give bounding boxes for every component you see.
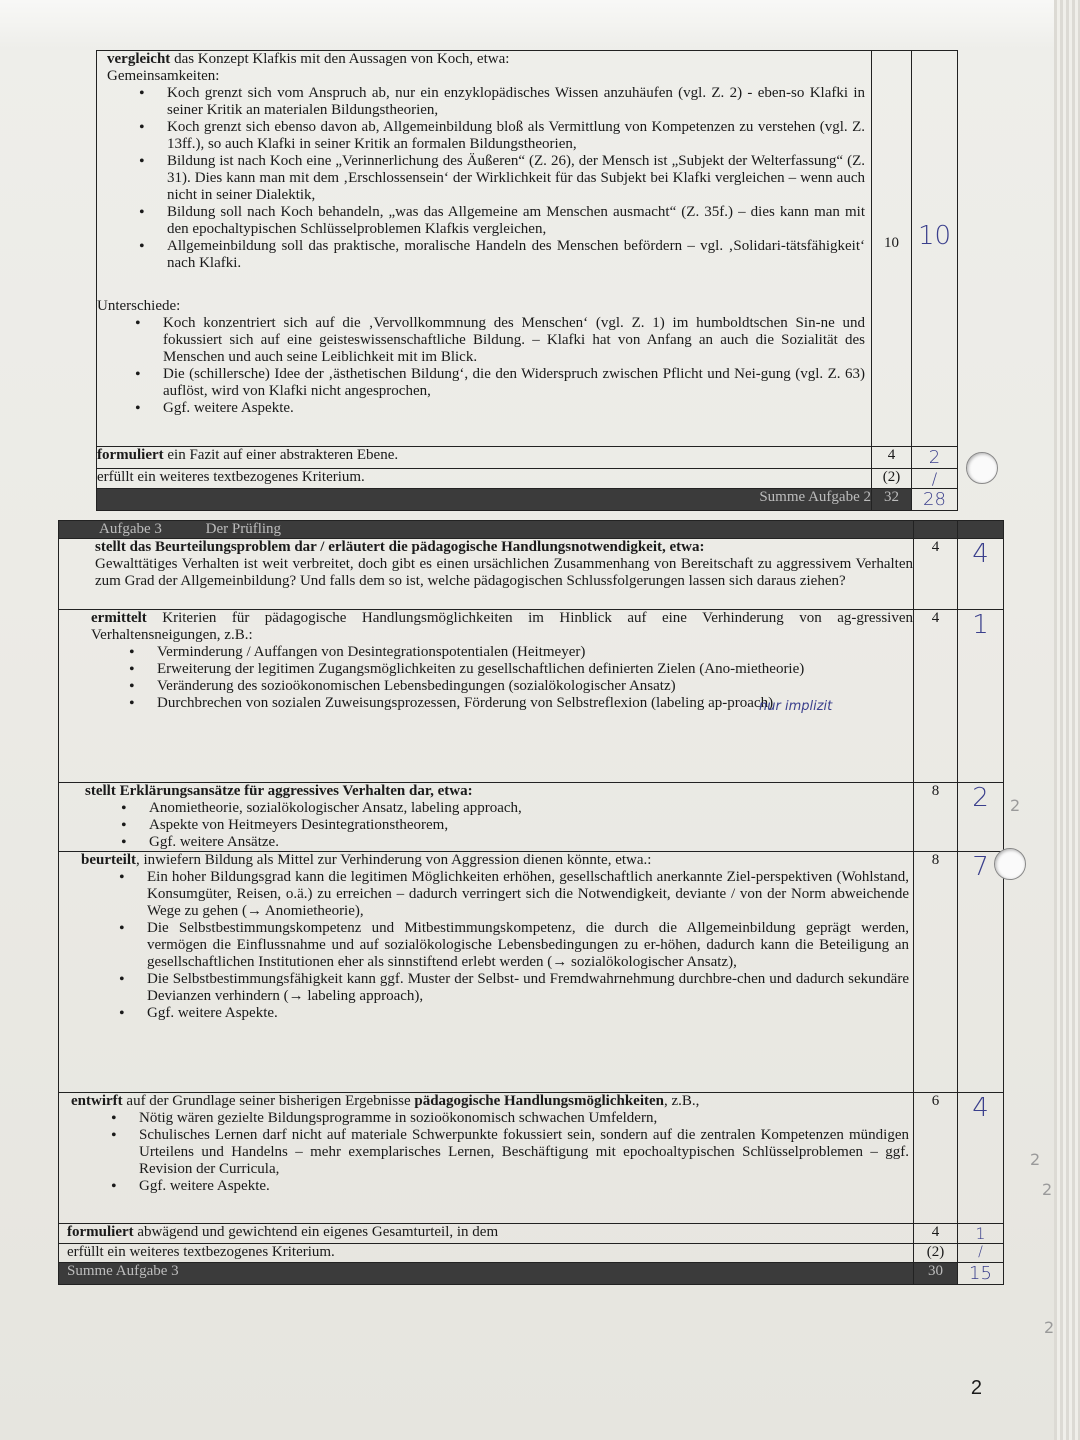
aufgabe2-vergleich-row — [97, 51, 982, 447]
summe2-scored-points: 28 — [912, 489, 958, 511]
list-item: • Ggf. weitere Ansätze. — [149, 834, 913, 851]
vergleich-rest: das Konzept Klafkis mit den Aussagen von Koch, etwa: — [170, 51, 510, 67]
page-number: 2 — [970, 1377, 982, 1399]
vergleich-verb: vergleicht — [107, 51, 171, 67]
list-item: • Koch konzentriert sich auf die ‚Vervollkommnung des Menschen‘ (vgl. Z. 1) im humboldtschen Sin-ne und fokussiert sich auf eine geisteswissenschaftliche Bildung. – Klafki hat von Anfang an auch die Sozialität des Menschen und auch seine Leiblichkeit mit im Blick. — [163, 315, 865, 366]
gesamturteil-max-points: 4 — [914, 1224, 958, 1244]
list-item: • Erweiterung der legitimen Zugangsmöglichkeiten zu gesellschaftlichen definierten Zielen (Ano-mietheorie) — [157, 661, 877, 678]
list-item: • Anomietheorie, sozialökologischer Ansatz, labeling approach, — [149, 800, 913, 817]
aufgabe3-label: Aufgabe 3 — [99, 521, 162, 537]
gemeinsamkeiten-label: Gemeinsamkeiten: — [107, 68, 220, 84]
vergleich-cell — [97, 51, 872, 447]
aufgabe3-row-1 — [59, 539, 1004, 610]
aufgabe3-table — [58, 520, 1004, 1285]
summe2-max-points: 32 — [872, 489, 912, 511]
kriterium3-cell: erfüllt ein weiteres textbezogenes Kriterium. — [59, 1244, 914, 1263]
row5-bold: pädagogische Handlungsmöglichkeiten — [414, 1093, 665, 1109]
list-item: • Die Selbstbestimmungskompetenz und Mitbestimmungskompetenz, die durch die Allgemeinbildung geprägt werden, vermögen die Einflussnahme und auf sozialökologische Lebensbedingungen zu er-höhen, dadurch kann die Beteiligung an gesellschaftlichen Institutionen eher als sinnstiftend erlebt werden (→ sozialökologischer Ansatz), — [147, 920, 909, 971]
list-item: • Nötig wären gezielte Bildungsprogramme in sozioökonomisch schwachen Umfeldern, — [139, 1110, 909, 1127]
fazit-cell — [97, 447, 872, 469]
header-pts-cell — [914, 521, 958, 539]
header-scored-cell — [958, 521, 1004, 539]
list-item: • Aspekte von Heitmeyers Desintegrationstheorem, — [149, 817, 913, 834]
row2-lead — [91, 610, 913, 644]
list-item: • Koch grenzt sich vom Anspruch ab, nur ein enzyklopädisches Wissen anzuhäufen (vgl. Z. 2) - eben-so Klafki in seiner Kritik an materialen Bildungstheorien, — [167, 85, 865, 119]
kriterium-cell: erfüllt ein weiteres textbezogenes Kriterium. — [97, 469, 872, 489]
gesamturteil-rest: abwägend und gewichtend ein eigenes Gesamturteil, in dem — [133, 1224, 499, 1240]
page-highlight — [0, 0, 1060, 50]
row5-end: , z.B., — [664, 1093, 700, 1109]
row4-rest: , inwiefern Bildung als Mittel zur Verhinderung von Aggression dienen könnte, etwa.: — [135, 852, 652, 868]
row5-list — [71, 1110, 913, 1195]
row1-text: Gewalttätiges Verhalten ist weit verbreitet, doch gibt es einen ursächlichen Zusammenhang von Bereitschaft zu aggressivem Verhalten zum Grad der Allgemeinbildung? Und falls dem so ist, welche pädagogischen Schlussfolgerungen lassen sich daraus ziehen? — [95, 556, 913, 589]
list-item: • Veränderung des sozioökonomischen Lebensbedingungen (sozialökologischer Ansatz) — [157, 678, 877, 695]
list-item: • Ggf. weitere Aspekte. — [147, 1005, 909, 1022]
entwirft-cell — [59, 1093, 914, 1224]
row1-lead: stellt das Beurteilungsproblem dar / erläutert die pädagogische Handlungsnotwendigkeit, etwa: — [95, 539, 705, 555]
row5-verb: entwirft — [71, 1093, 123, 1109]
fazit-rest: ein Fazit auf einer abstrakteren Ebene. — [163, 447, 399, 463]
fazit-scored-points: 2 — [912, 447, 958, 469]
list-item: • Bildung ist nach Koch eine „Verinnerlichung des Äußeren“ (Z. 26), der Mensch ist „Subjekt der Welterfassung“ (Z. 31). Dies kann man mit dem ‚Erschlossensein‘ der Wirklichkeit für das Subjekt bei Klafki vergleichen – wenn auch nicht in seiner Dialektik, — [167, 153, 865, 204]
beurteilt-cell — [59, 852, 914, 1093]
pencil-mark: 2 — [1044, 1318, 1055, 1337]
aufgabe3-header — [59, 521, 914, 539]
paper-stack-edge — [1054, 0, 1080, 1440]
row4-list — [81, 869, 913, 1022]
row4-verb: beurteilt — [81, 852, 136, 868]
aufgabe3-row-5 — [59, 1093, 1004, 1224]
aufgabe2-summe-row — [97, 489, 982, 511]
aufgabe3-row-2 — [59, 610, 1004, 783]
kriterien-cell — [59, 610, 914, 783]
row2-rest: Kriterien für pädagogische Handlungsmöglichkeiten im Hinblick auf eine Verhinderung von ag-gressiven Verhaltensneigungen, z.B.: — [91, 610, 913, 643]
list-item: • Durchbrechen von sozialen Zuweisungsprozessen, Förderung von Selbstreflexion (labeling ap-proach) — [157, 695, 877, 712]
punch-hole-middle — [994, 848, 1026, 880]
list-item: • Bildung soll nach Koch behandeln, „was das Allgemeine am Menschen ausmacht“ (Z. 35f.) – dies kann man mit den epochaltypischen Schlüsselproblemen Klafkis vergleichen, — [167, 204, 865, 238]
row5-max-points: 6 — [914, 1093, 958, 1224]
unterschiede-list — [97, 315, 871, 417]
list-item: • Ggf. weitere Aspekte. — [139, 1178, 909, 1195]
erklaerung-cell — [59, 783, 914, 852]
margin-cell — [958, 51, 982, 447]
fazit-max-points: 4 — [872, 447, 912, 469]
aufgabe3-row-3 — [59, 783, 1004, 852]
unterschiede-label: Unterschiede: — [97, 298, 181, 314]
row1-max-points: 4 — [914, 539, 958, 610]
fazit-verb: formuliert — [97, 447, 164, 463]
kriterium-scored-points: / — [912, 469, 958, 489]
list-item: • Allgemeinbildung soll das praktische, moralische Handeln des Menschen befördern – vgl. ‚Solidari-tätsfähigkeit‘ nach Klafki. — [167, 238, 865, 272]
summe3-max-points: 30 — [914, 1263, 958, 1285]
gesamturteil-verb: formuliert — [67, 1224, 134, 1240]
aufgabe3-kriterium-row — [59, 1244, 1004, 1263]
list-item: • Verminderung / Auffangen von Desintegrationspotentialen (Heitmeyer) — [157, 644, 877, 661]
vergleich-max-points: 10 — [872, 51, 912, 447]
list-item: • Ggf. weitere Aspekte. — [163, 400, 865, 417]
implizit-annotation: nur implizit — [759, 699, 833, 714]
aufgabe2-table — [96, 50, 982, 511]
summe2-label: Summe Aufgabe 2 — [97, 489, 872, 511]
pencil-mark: 2 — [1030, 1150, 1041, 1169]
list-item: • Die Selbstbestimmungsfähigkeit kann ggf. Muster der Selbst- und Fremdwahrnehmung durchbre-chen und dadurch sekundäre Devianzen verhindern (→ labeling approach), — [147, 971, 909, 1005]
row4-lead — [81, 852, 913, 869]
margin-cell — [958, 489, 982, 511]
row5-lead — [71, 1093, 913, 1110]
list-item: • Ein hoher Bildungsgrad kann die legitimen Möglichkeiten erhöhen, gesellschaftlich anerkannte Ziel-perspektiven (Wohlstand, Konsumgüter, Reisen, o.ä.) zu erreichen – dadurch verringert sich die Notwendigkeit, deviante / von der Norm abweichende Wege zu gehen (→ Anomietheorie), — [147, 869, 909, 920]
aufgabe2-kriterium-row — [97, 469, 982, 489]
aufgabe2-fazit-row — [97, 447, 982, 469]
aufgabe3-summe-row — [59, 1263, 1004, 1285]
row4-max-points: 8 — [914, 852, 958, 1093]
kriterium3-scored-points: / — [958, 1244, 1004, 1263]
row3-scored-points: 2 — [958, 783, 1004, 852]
list-item: • Die (schillersche) Idee der ‚ästhetischen Bildung‘, die den Widerspruch zwischen Pflicht und Nei-gung (vgl. Z. 63) auflöst, wird von Klafki nicht angesprochen, — [163, 366, 865, 400]
row5-mid: auf der Grundlage seiner bisherigen Ergebnisse — [122, 1093, 415, 1109]
aufgabe3-header-row — [59, 521, 1004, 539]
beurteilungsproblem-cell — [59, 539, 914, 610]
row3-lead: stellt Erklärungsansätze für aggressives Verhalten dar, etwa: — [85, 783, 473, 799]
pencil-mark: 2 — [1010, 796, 1021, 815]
gemeinsamkeiten-list — [97, 85, 871, 272]
punch-hole-top — [966, 452, 998, 484]
kriterium3-max-points: (2) — [914, 1244, 958, 1263]
gesamturteil-scored-points: 1 — [958, 1224, 1004, 1244]
row3-max-points: 8 — [914, 783, 958, 852]
row4-scored-points: 7 — [958, 852, 1004, 1093]
gesamturteil-cell — [59, 1224, 914, 1244]
row2-max-points: 4 — [914, 610, 958, 783]
row2-scored-points: 1 — [958, 610, 1004, 783]
vergleich-scored-points: 10 — [912, 51, 958, 447]
aufgabe3-row-4 — [59, 852, 1004, 1093]
kriterium-max-points: (2) — [872, 469, 912, 489]
row1-scored-points: 4 — [958, 539, 1004, 610]
aufgabe3-gesamturteil-row — [59, 1224, 1004, 1244]
row2-verb: ermittelt — [91, 610, 147, 626]
list-item: • Schulisches Lernen darf nicht auf materiale Schwerpunkte fokussiert sein, sondern auf die zentralen Kompetenzen mündigen Urteilens und Handelns – mehr exemplarisches Lernen, Beschäftigung mit epochoaltypischen Schlüsselproblemen – ggf. Revision der Curricula, — [139, 1127, 909, 1178]
row3-list — [85, 800, 913, 851]
pencil-mark: 2 — [1042, 1180, 1053, 1199]
summe3-label: Summe Aufgabe 3 — [59, 1263, 914, 1285]
vergleich-lead — [97, 51, 871, 68]
row5-scored-points: 4 — [958, 1093, 1004, 1224]
summe3-scored-points: 15 — [958, 1263, 1004, 1285]
pruefling-label: Der Prüfling — [205, 521, 282, 537]
list-item: • Koch grenzt sich ebenso davon ab, Allgemeinbildung bloß als Vermittlung von Kompetenzen zu verstehen (vgl. Z. 13ff.), so auch Klafki in seiner Kritik an formalen Bildungstheorien, — [167, 119, 865, 153]
